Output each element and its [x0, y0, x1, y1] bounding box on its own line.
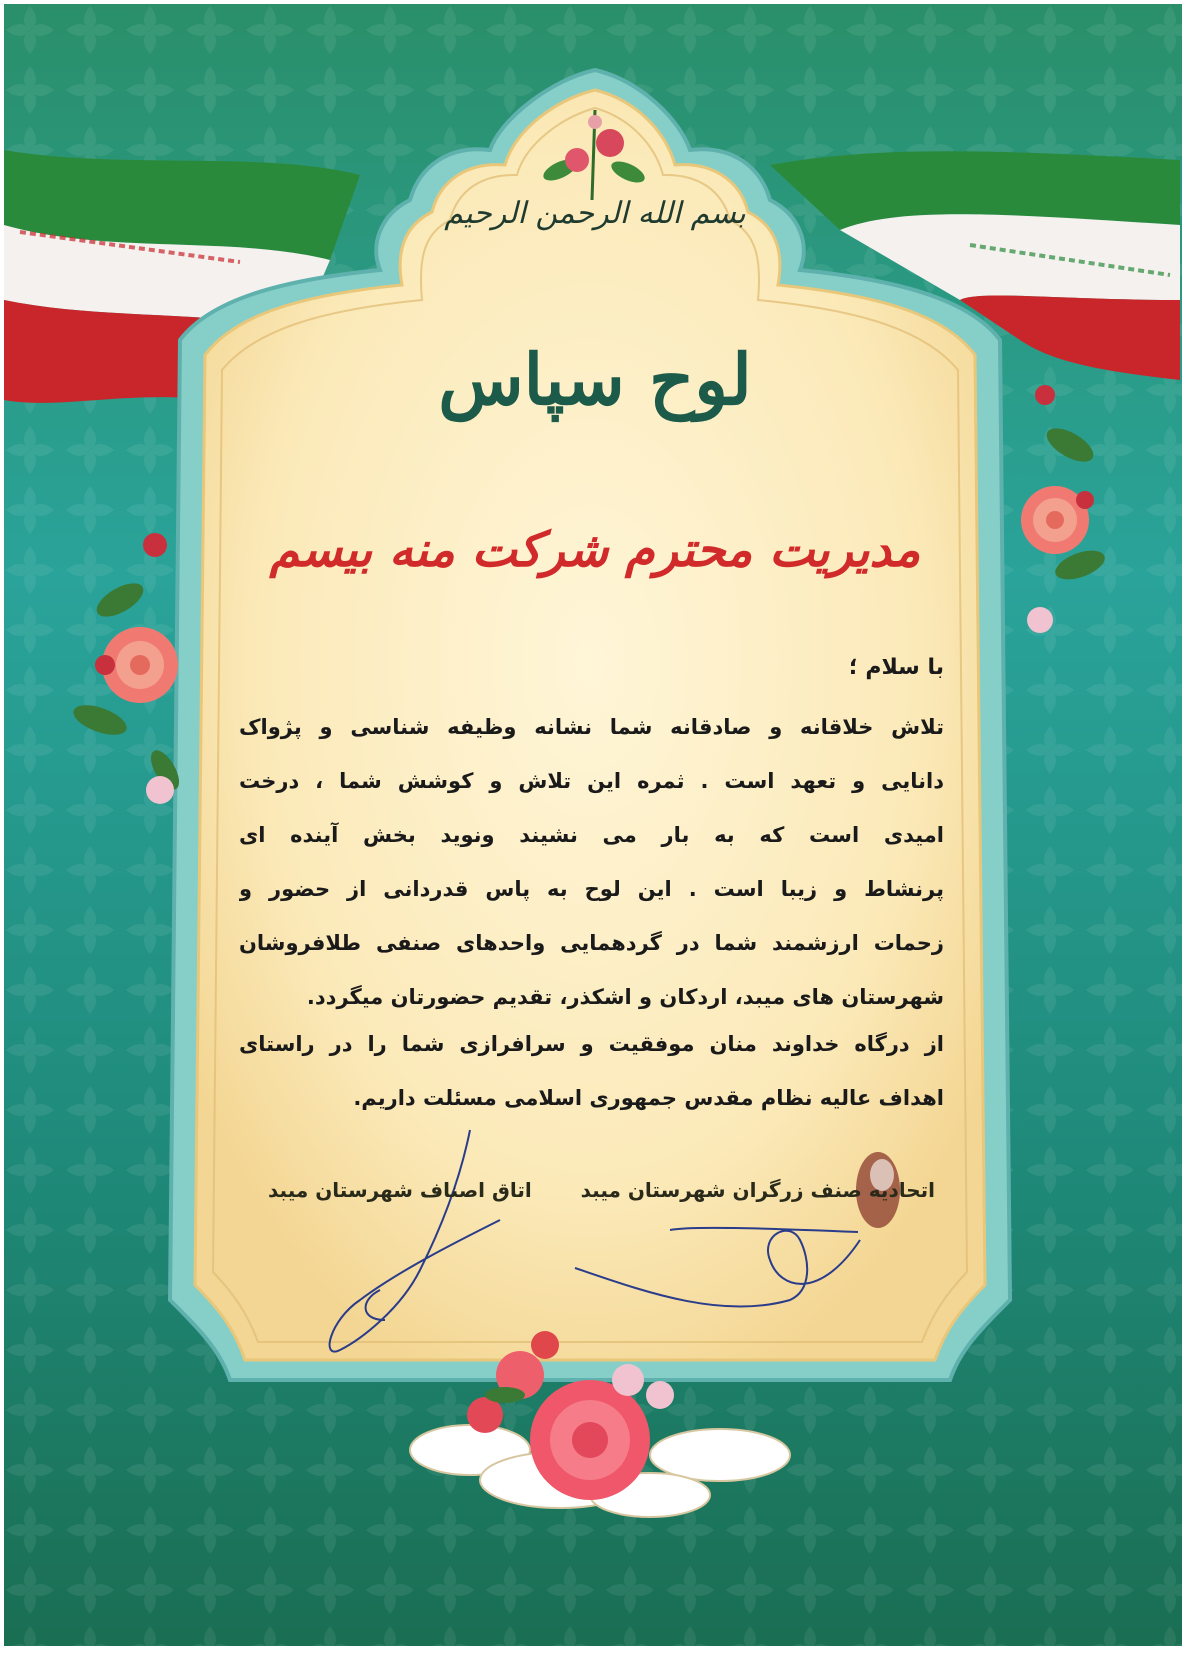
page-title: لوح سپاس [438, 338, 752, 421]
body-line: پرنشاط و زیبا است . این لوح به پاس قدردانی از حضور و [239, 877, 944, 901]
closing-line: از درگاه خداوند منان موفقیت و سرافرازی شما را در راستای [239, 1032, 944, 1056]
body-line: تلاش خلاقانه و صادقانه شما نشانه وظیفه شناسی و پژواک [239, 715, 944, 739]
closing-paragraph [239, 1020, 944, 1128]
body-line: دانایی و تعهد است . ثمره این تلاش و کوشش شما ، درخت [239, 769, 944, 793]
signatory-right-title: اتحادیه صنف زرگران شهرستان میبد [580, 1178, 935, 1202]
body-line: امیدی است که به بار می نشیند ونوید بخش آینده ای [239, 823, 944, 847]
body-line: زحمات ارزشمند شما در گردهمایی واحدهای صنفی طلافروشان [239, 931, 944, 955]
basmala: بسم الله الرحمن الرحیم [444, 196, 746, 231]
body-line: شهرستان های میبد، اردکان و اشکذر، تقدیم حضورتان میگردد. [306, 985, 944, 1009]
signatory-left-title: اتاق اصناف شهرستان میبد [268, 1178, 532, 1202]
closing-line: اهداف عالیه نظام مقدس جمهوری اسلامی مسئلت داریم. [353, 1086, 944, 1110]
body-paragraph [239, 700, 944, 1024]
recipient-heading: مدیریت محترم شرکت منه بیسم [269, 522, 921, 578]
greeting: با سلام ؛ [848, 655, 944, 680]
